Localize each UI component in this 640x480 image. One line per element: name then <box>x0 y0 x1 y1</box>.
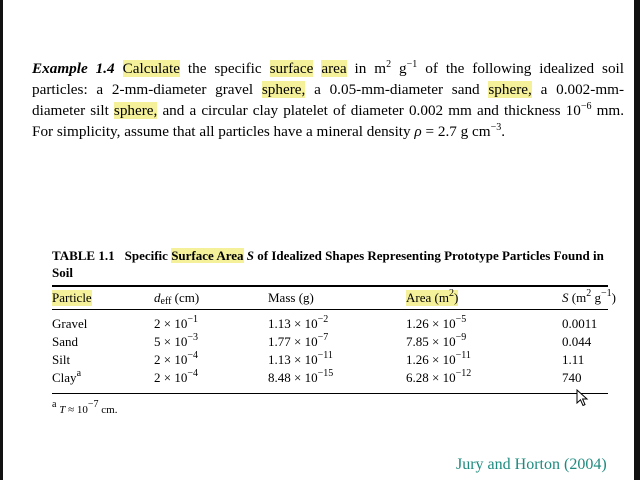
example-text: the specific <box>179 60 270 77</box>
table-bottom-rule <box>52 393 608 394</box>
cell-s: 0.044 <box>562 334 592 349</box>
caption-pre: Specific <box>124 248 172 263</box>
cell-mass: $1.13 \times 10^{-11}$ <box>268 350 333 367</box>
example-text: ρ <box>414 123 422 140</box>
highlighted-term: sphere, <box>261 81 306 98</box>
highlighted-term: area <box>321 60 347 77</box>
cell-particle: Silt <box>52 352 71 367</box>
cell-deff: $2 \times 10^{-4}$ <box>154 368 198 385</box>
example-body <box>32 60 624 140</box>
example-text: 2 <box>386 59 392 70</box>
example-text: = 2.7 g cm <box>421 123 491 140</box>
mouse-pointer-icon <box>576 389 590 407</box>
cell-area: $1.26 \times 10^{-5}$ <box>406 314 467 331</box>
highlighted-term: sphere, <box>488 81 532 98</box>
table-header-rule <box>52 309 608 310</box>
highlighted-term: surface <box>269 60 314 77</box>
cell-particle: Gravel <box>52 316 88 331</box>
right-border <box>634 0 640 480</box>
caption-post: of Idealized Shapes Representing Prototype Particles Found in Soil <box>52 248 604 280</box>
caption-variable: S <box>246 248 254 263</box>
example-text: g <box>391 60 407 77</box>
cell-s: 0.0011 <box>562 316 598 331</box>
left-border <box>0 0 3 480</box>
table-footnote: $^a$ $T \approx 10^{-7}$ cm. <box>52 399 118 416</box>
cell-deff: $2 \times 10^{-4}$ <box>154 350 198 367</box>
example-text: −3 <box>490 122 502 133</box>
header-deff: $d_{eff}$ (cm) <box>154 290 200 307</box>
cell-mass: $1.13 \times 10^{-2}$ <box>268 314 329 331</box>
citation: Jury and Horton (2004) <box>456 456 607 473</box>
highlighted-term: Calculate <box>122 60 180 77</box>
cell-s: 1.11 <box>562 352 585 367</box>
table-body <box>52 316 608 388</box>
cell-particle: Clay$^a$ <box>52 368 82 385</box>
example-text: and a circular clay platelet of diameter 0.002 mm and thickness 10 <box>157 102 581 119</box>
table-top-rule <box>52 285 608 287</box>
example-text: in m <box>346 60 387 77</box>
example-text: −6 <box>580 101 592 112</box>
table-number: TABLE 1.1 <box>52 248 115 263</box>
example-text: . <box>501 123 506 140</box>
table-caption <box>52 247 612 281</box>
cell-s: 740 <box>562 370 582 385</box>
caption-highlight: Surface Area <box>171 248 244 263</box>
header-s: S ($m^2$ $g^{-1}$) <box>562 288 616 305</box>
cell-deff: $2 \times 10^{-1}$ <box>154 314 198 331</box>
header-mass: Mass (g) <box>268 290 314 305</box>
table-header <box>52 288 616 308</box>
header-area: Area $(m^2)$ <box>406 288 459 305</box>
cell-mass: $8.48 \times 10^{-15}$ <box>268 368 334 385</box>
header-particle: Particle <box>52 290 92 305</box>
example-label: Example 1.4 <box>32 60 115 77</box>
cell-area: $7.85 \times 10^{-9}$ <box>406 332 467 349</box>
highlighted-term: sphere, <box>113 102 158 119</box>
cell-area: $6.28 \times 10^{-12}$ <box>406 368 472 385</box>
example-text: a 0.05-mm-diameter sand <box>305 81 489 98</box>
table-row <box>52 370 608 388</box>
example-text: a 0.002-mm-diameter silt <box>32 81 625 119</box>
example-text: mm. For simplicity, assume that all particles have a mineral density <box>32 102 624 140</box>
table-row <box>52 316 608 334</box>
example-paragraph <box>32 58 624 142</box>
example-text: −1 <box>406 59 418 70</box>
cell-particle: Sand <box>52 334 78 349</box>
cell-area: $1.26 \times 10^{-11}$ <box>406 350 471 367</box>
cell-deff: $5 \times 10^{-3}$ <box>154 332 198 349</box>
example-text: of the following idealized soil particles: a 2-mm-diameter gravel <box>32 60 624 98</box>
cell-mass: $1.77 \times 10^{-7}$ <box>268 332 329 349</box>
